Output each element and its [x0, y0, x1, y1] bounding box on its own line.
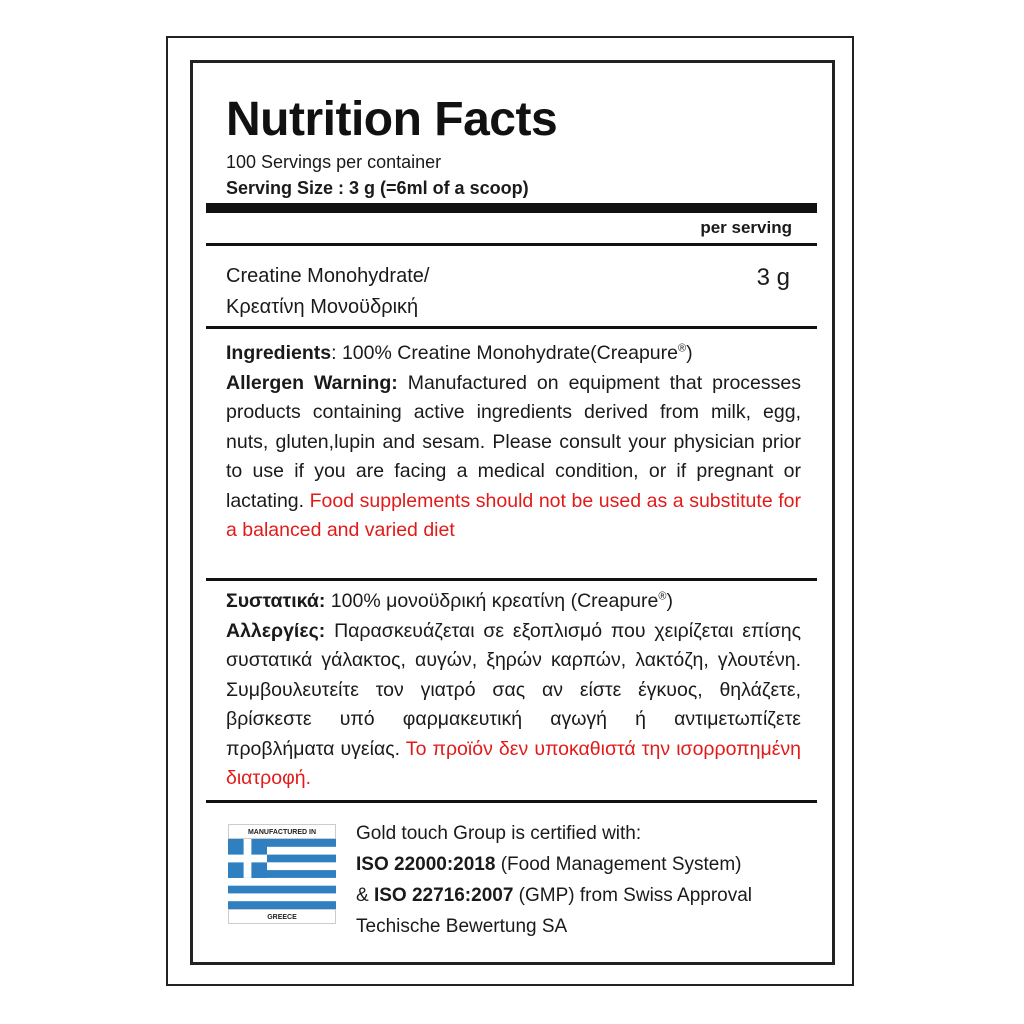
badge-bottom-text: GREECE	[228, 909, 336, 924]
greek-allergen-paragraph	[226, 617, 801, 794]
iso-22716: ISO 22716:2007	[373, 885, 514, 906]
ingredients-close: )	[686, 342, 693, 364]
manufactured-in-greece-badge	[228, 824, 336, 924]
greek-ingredients-text: 100% μονοϋδρική κρεατίνη (Creapure	[325, 590, 659, 612]
divider	[206, 326, 817, 329]
creatine-amount: 3 g	[756, 264, 790, 291]
iso-22000-desc: (Food Management System)	[495, 854, 742, 875]
creatine-name-gr: Κρεατίνη Μονοϋδρική	[226, 296, 419, 318]
thick-divider	[206, 203, 817, 213]
ampersand: &	[356, 885, 374, 906]
label-title: Nutrition Facts	[226, 93, 558, 146]
divider	[206, 243, 817, 246]
greek-ingredients-label: Συστατικά:	[226, 590, 326, 612]
cert-line-1: Gold touch Group is certified with:	[356, 823, 642, 844]
cert-line-2	[356, 849, 806, 880]
divider	[206, 800, 817, 803]
ingredients-label: Ingredients	[226, 342, 332, 364]
registered-mark: ®	[658, 590, 667, 603]
english-ingredients-line	[226, 339, 801, 369]
certification-block	[356, 818, 806, 942]
allergen-text: Manufactured on equipment that processes products containing active ingredients derived from milk, egg, nuts, gluten,lupin and sesam. Please consult your physician prior to use if you are facing a medical condition, or if pregnant or lactating.	[226, 371, 801, 512]
servings-per-container: 100 Servings per container	[226, 152, 442, 172]
cert-line-3	[356, 880, 806, 911]
food-supplement-warning: Food supplements should not be used as a substitute for a balanced and varied diet	[226, 489, 801, 541]
serving-size: Serving Size : 3 g (=6ml of a scoop)	[226, 178, 529, 198]
allergen-label: Allergen Warning:	[226, 371, 398, 394]
registered-mark: ®	[677, 342, 687, 355]
greek-flag-icon	[228, 839, 336, 909]
ingredients-text: : 100% Creatine Monohydrate(Creapure	[331, 342, 678, 364]
iso-22000: ISO 22000:2018	[356, 854, 496, 875]
greek-allergen-label: Αλλεργίες:	[226, 619, 326, 642]
greek-allergen-text: Παρασκευάζεται σε εξοπλισμό που χειρίζεται επίσης συστατικά γάλακτος, αυγών, ξηρών καρπών, λακτόζη, γλουτένη. Συμβουλευτείτε τον γιατρό σας αν είστε έγκυος, θηλάζετε, βρίσκεστε υπό φαρμακευτική αγωγή ή αντιμετωπίζετε προβλήματα υγείας.	[226, 619, 801, 760]
per-serving-header: per serving	[700, 218, 792, 237]
greek-warning: Το προϊόν δεν υποκαθιστά την ισορροπημένη διατροφή.	[226, 737, 801, 789]
creatine-name	[226, 261, 429, 323]
english-ingredients-block	[226, 339, 801, 546]
divider	[206, 578, 817, 581]
english-allergen-paragraph	[226, 369, 801, 546]
greek-ingredients-block	[226, 587, 801, 794]
iso-22716-desc: (GMP) from Swiss Approval	[513, 885, 753, 906]
badge-top-text: MANUFACTURED IN	[228, 824, 336, 839]
greek-ingredients-close: )	[666, 590, 673, 612]
cert-line-4: Techische Bewertung SA	[356, 916, 568, 937]
creatine-name-en: Creatine Monohydrate/	[226, 265, 430, 287]
greek-ingredients-line	[226, 587, 801, 617]
